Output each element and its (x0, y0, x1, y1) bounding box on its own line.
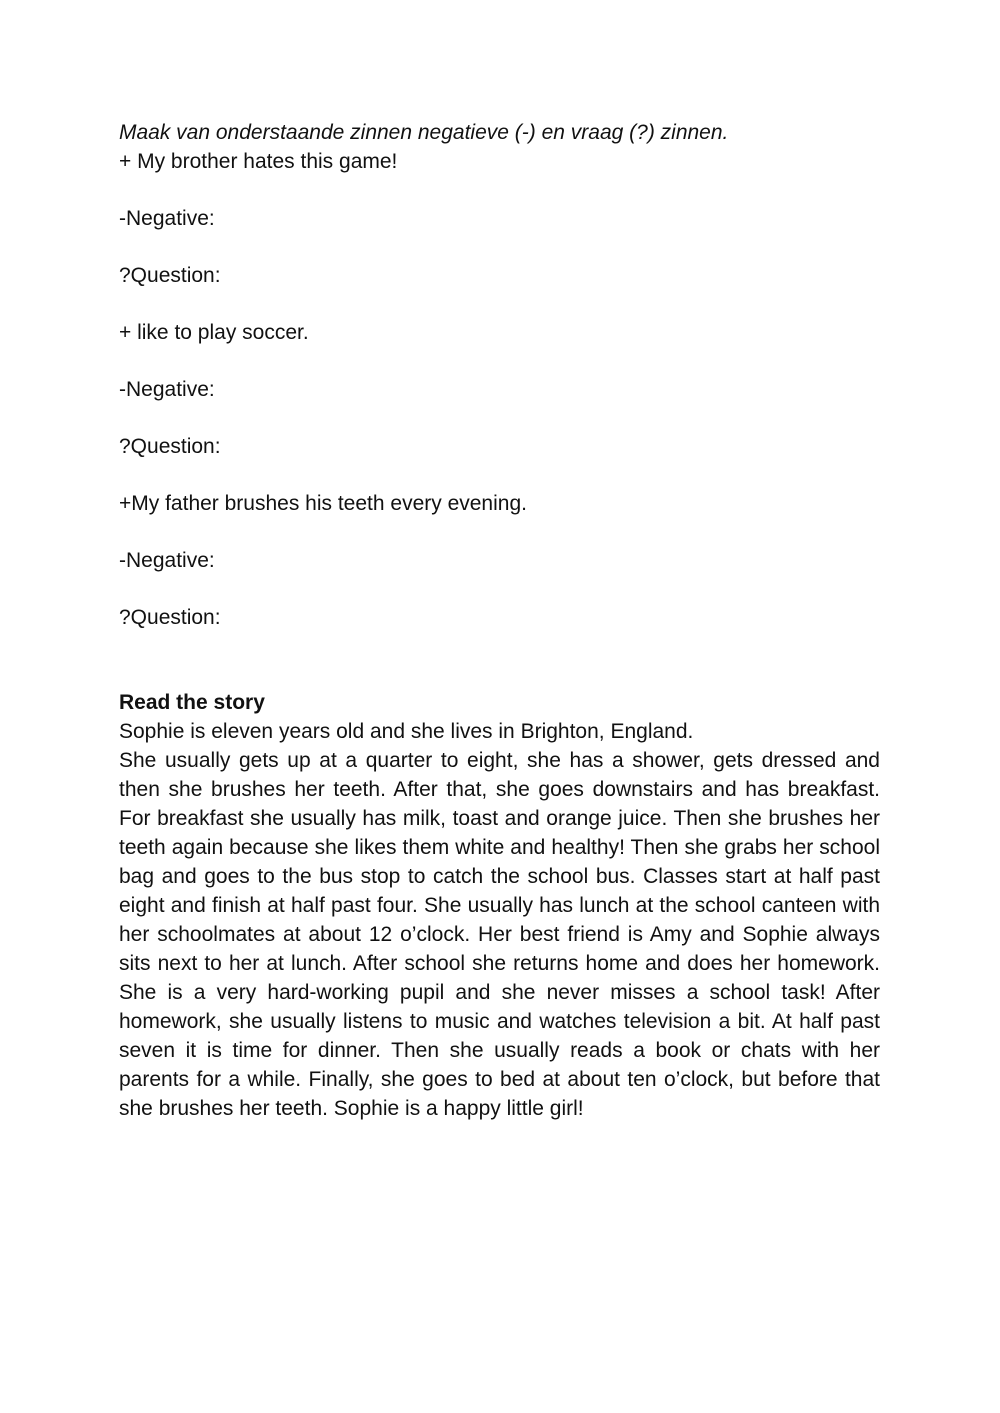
exercise-sentence-2: + like to play soccer. (119, 321, 309, 344)
exercise-negative-2: -Negative: (119, 378, 215, 401)
story-heading: Read the story (119, 691, 265, 714)
exercise-question-1: ?Question: (119, 264, 221, 287)
exercise-instruction: Maak van onderstaande zinnen negatieve (-) en vraag (?) zinnen. (119, 121, 729, 144)
exercise-sentence-1: + My brother hates this game! (119, 150, 398, 173)
exercise-sentence-3: +My father brushes his teeth every evening. (119, 492, 527, 515)
exercise-question-2: ?Question: (119, 435, 221, 458)
story-intro: Sophie is eleven years old and she lives in Brighton, England. (119, 720, 694, 743)
exercise-question-3: ?Question: (119, 606, 221, 629)
document-content (119, 118, 880, 1123)
story-body: She usually gets up at a quarter to eight, she has a shower, gets dressed and then she brushes her teeth. After that, she goes downstairs and has breakfast. For breakfast she usually has milk, toast and orange juice. Then she brushes her teeth again because she likes them white and healthy! Then she grabs her school bag and goes to the bus stop to catch the school bus. Classes start at half past eight and finish at half past four. She usually has lunch at the school canteen with her schoolmates at about 12 o’clock. Her best friend is Amy and Sophie always sits next to her at lunch. After school she returns home and does her homework. She is a very hard-working pupil and she never misses a school task! After homework, she usually listens to music and watches television a bit. At half past seven it is time for dinner. Then she usually reads a book or chats with her parents for a while. Finally, she goes to bed at about ten o’clock, but before that she brushes her teeth. Sophie is a happy little girl! (119, 749, 880, 1120)
exercise-negative-1: -Negative: (119, 207, 215, 230)
exercise-negative-3: -Negative: (119, 549, 215, 572)
